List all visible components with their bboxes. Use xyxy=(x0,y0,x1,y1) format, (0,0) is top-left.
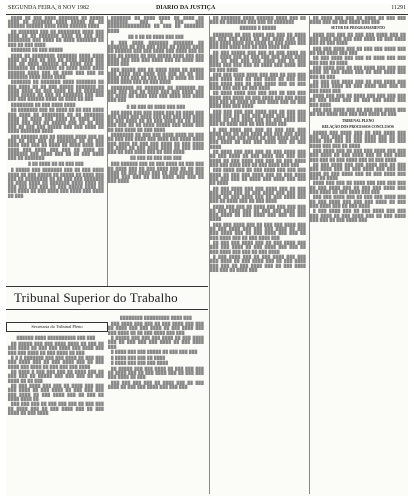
text-column-2-lower: ████████ █████████ ████ ███ ███ ████ ███ ███ ██ ███ ████ ███ ███ ██ ████ ███ ███ ████ ██ ███ ████ ███ ███ ████ ██ ██ ███ ████ ███ ███. █ █████ ███ ███ ███ ████ ██ ███ ████ ███ ██ ███ ███ ███ ████ ██ ███ ████ ███. █ ████ ███ ███ █████ ██ ███ ███ ███ █ ████ ███ ███ ██ ████ █ ████ ███ ███ ███ ████ ██ █████ ███ ███ ████ ██ ███ ███ ███ ██ ████ ███ ██ ███ ████ ███ ██ ███ ███ ███ ████ ██ ███. ███ ███ ███ ███ ██ ████ ███ ██ ███ ████ ██ ███ ███ ████ ███ ███ ███. xyxy=(108,316,204,390)
right-heading-programming: SETOR DE PROGRAMAMENTO xyxy=(331,26,385,31)
banner-title: Tribunal Superior do Trabalho xyxy=(14,290,178,305)
right-heading-plenary: TRIBUNAL PLENO xyxy=(341,118,375,123)
column-divider-3 xyxy=(309,16,310,494)
column-divider-1 xyxy=(107,16,108,286)
text-column-1-lower: ██████ ████ ██████████ ███ ███ ██ █████ ███ ███ ████ ████ ██ ███ ██ ███ ████ ██ ███ ███ ████ ███ ████ ███ ███ ███ ████ ██ ███ ████ ██ ███. █ █ █ ███████ ███ ███ ████ ██ ███ ███ ███ ████ ███ ██ ███ ████ ███ ██ ███ ████ ███ ████ ██ ███ ███ ███ ████. ██ ████ █ ███ ███ ███ ██ ████ ███ ██ ███ ███ ██ █████ ███ ███ ███ ██ ███ ████ ██ ██ ███. ██ ███ ████ ███ ███ ██ ████ ███ ███ ███ ████ ██ ███ ████ ██ ███ ███ ███ ███ ████ ██ ███ ████ ███ ██ ███ ██ ████ ████ ██. ███ ███ ███ ██ ███ ███ ███ ██ ███ ███ ██ ████ ███ ██ ███ ████ ███ ██ ███ ████ ██ ███ ████. xyxy=(8,336,104,415)
text-column-4: ██ ████ ███ ███ ██ ████ ██ ███ ███ ████ ███ ██ ███ ████ ███ ███. SETOR DE PROGRAMAMENTO ████ ███ ███ ██ ███ ███ ████ ███ ██ ███ ████ ███ ███ ███ ████ ██ ███ ████ ███ ██ ███ ████. ███ ███ ████ ███ ██ ███ ███ ████ ███ ██ ███ ████ ███ ███. ██ ███ ████ ███ ███ ██ ████ ███ ███ ███ ███ ██ ████. ███ ████ ███ ██ ███ ████ ███ ███ ███ ████ ██ ███ ████ ███ ██ ███ ████ ███ ███ ██ ███. ██ ███ ███ ████ ███ ██ ███ ████ ███ ███ ███ ████ ██ ███ ████ ███ ███ ██ ███ ████ ███. ████ ███ ███ ██ ████ ███ ███ ███ ███ ██ ███ ████ ███ ██ ███ ███ ████ ███ ███ ████. ███ ███ ████ ███ ██ ███ ███ ████ ███ ██ ███ ████ ███ ███ ███ ████ ██ ███. TRIBUNAL PLENO RELAÇÃO DOS PROCESSOS CONCLUSOS █████ ███ ████ ███ ██ ███ ████ ███ ███ ███ ████ ██ ███ ████ ███ ██ ███ ████ ███ ███ ██ ███ ████ ███ ██ ███ ████ ███ ███ ██ ████. ███ ████ ███ ██ ███ ███ ████ ███ ███ ███ ████ ██ ███ ████ ███ ██ ███ ████ ███ ███ ██ ███ ████ ███ ██ ███ ████. ██ ███ ████ ███ ███ ████ ███ ██ ███ ███ ████ ███ ██ ███ ████ ███ ███ ███ ████ ██ ███ ████ ███ ██ ███ ████ ███ ███ ██ ████. ████ ███ ███ ██ ████ ███ ███ ███ ███ ██ ███ ████ ███ ██ ███ ███ ████ ███ ███ ████ ██ ███ ████ ███ ███. ███ ███ ████ ███ ██ ███ ███ ████ ███ ██ ███ ████ ███ ███ ███ ████ ██ ███ ███ ████ ███ ██ ███ ████. █ ███ ████ ███ ██ ███ ████ ███ ███ ███ ████ ██ ███ ████ ███ ██ ███ ████ ███ ███ ██ ███ ████ ███. xyxy=(310,16,406,222)
subsection-label: Secretaria do Tribunal Pleno xyxy=(6,322,108,332)
header-date: SEGUNDA FEIRA, 8 NOV 1982 xyxy=(8,5,90,11)
text-column-1: ████ ██ ███ ████ ███████ ██ █████ ████ ██ ███████ ████ █████ ██ ██ ██████ ██████ ████ ████ ██████ ████. ██ ███████ ███ ██ ████████ ████ ███ ████ ██ ██ ███████ ████ ██ ███ ███ ████████ ███ ████ ██ ████ ███████ ██ ███ ██ ███ ████. ███████ ██ ███ █████ ████ ██ ████████ ███████ ████ ████ ████ ██ ███ ██ ███ ██ ████ █████ ███ ███ ██ ████ ██████ ██ ████ ███ ███ ███████ ██ ███████ ██ ████ ████ ████ ██████ ████ ███ ██ ████ ███ ███ ██ ███████ ████ ████ ████. ███████ ██ ███████ ████ ███████ ██ ███ ████ ██ ██ ███ █████ ███████ ██ ████ ████ ██ ███ ████ ██ ██ ███████ ████ █████ ██ ███ ██ ███████ ███ ███ ███ ███ ██████ ████ ██ ████ ██ ███. ████████ ██ ███ ████ ████ ██ ███████ ███ ██ ████ ██ ██ ███ ████ ███ ████ ██ ████████ ██ ██ ███████ ████ ██ ████ ███ ████ ██ ████ ████ ████ ███ ███ ██ █████ ███ ██ ██ ███ ███ ██ ███ ███ █████ ███ ███ ████ ██ ████ ███████ ████. ███ ██████ ███ ██ ██████ ████ ███ ██ ███ ██ ███ ███ ██ ███████ ██ ██ ███ ████ ███ ███ ██ ████ ██ ████ ████ ███ ████ ███ ████ ███ ███ ██ ████ ██ ███████ ███ ████ ███ ██ ██ ███ ████ ███ ██ ███████. █ ██ ████ ██ ██ ███ ███ █ █████ ███ ███████ ███ ██ ███ ████ ████ ██ ███ █████ ██ █████ ██ ████ ███ ███ ██ ████████ ██ ██ ███ ███ ███████ ██ ████ ████ ██ ███████ ████ ████ ██ ███ ███ ███ ███ ██ ███ █████ ████ ██ ███ ████ ██ ███ ████ ███ ████ ███ ████ ██ ███. xyxy=(8,16,104,198)
section-banner xyxy=(6,286,208,310)
header-page-number: 11291 xyxy=(391,5,406,11)
header-title: DIARIO DA JUSTIÇA xyxy=(156,5,216,11)
column-divider-2 xyxy=(209,16,210,494)
page-header xyxy=(6,4,408,15)
text-column-3: ██ ███████ ████ ██████ ████ ███ ██ ███ ██ ███████ ███ ███ ██ ███████. ██████ █ █████ ███████ ██ ███ ████ ███ ███ ██ ████ ██ ███ ███ ████ ██ ███ ████ ███ ███ ███ ████ ████ ███ ████ ██ ███ ████ ███ ███ ███ ████ ███ ██ ███ ████ ███. ██ ███ █████ ███ ███ ██ ███ ████ ██ ███ ████ ███ ██ ███ ███ ███ ████ ████ ███ ██ ███ ███ ███ ████ ███ ██ ███ ████ ███ ███ ███ ██ ████ ███ ████ ███ ██ ███ ████. ███ ███ ████ ████ ███ ███ ██ ███ ███ ███ ████ ███ ██ ███ ████ ██ ███ ███ ███ ████ ███ ██ ███ ████ ███ ██ ███ ████ ███ ███ ██ ███ ████. ██ ████ ████ ███ ███ ███ ██ ███ ███ ████ ███ ████ ██ ███ ████ ███ ███ ████ ███ ███ ██ ████ ██ ███ ████ ███ ██ ███ ████ ███ ███ ████. ███ ███ ███ ███ ████ ███ ██ ███ ███ ████ ███ ██ ███ ███ ████ ███ ███ ███ ████ ██ ███ ████ ███ ██ ███ ████ ███ ███ ██ ████ ███ ██ ███ ████ ███. █ ███ ████ ███ ███ ██ ███ ███ ███ ████ ███ ██ ███ ████ ███ ███ ███ ████ ██ ███ ███ ███ ████ ██ ███ ████ ███ ██ ███ ████ ██ ███ ███ ████ ███ ██ ███ ████. ██ ████ ███ ███ ███ ██ ███ ████ ███ ██ ███ ████ ██ ███ ████ ███ ███ ███ ████ ██ ███ ████ ███ ███ ██ ███ ████ ███ ███ ████ ███ ██ ███ ████ ███ ███. ███ ████ ███ ██ ███ ████ ███ ███ ███ ████ ██ ███ ███ ████ ███ ██ ███ ████ ███ ███ ███ ██ ████ ███ ████ ███ ███ ██ ████. ██ ███ ████ ███ ███ ████ ███ ██ ███ ███ ████ ███ ██ ███ ████ ███ ███ ███ ████ ██ ███ ████ ███ ██ ███ ████ ███ ███ ██ ████ ███ ██ ███ ████. ████ ███ ███ ██ ████ ███ ███ ███ ███ ██ ███ ████ ███ ██ ███ ███ ████ ███ ███ ████ ██ ███ ████ ███ ███ ██ ███ ████. ███ ███ ████ ███ ██ ███ ███ ████ ███ ██ ███ ████ ███ ███ ███ ████ ██ ███ ███ ████ ███ ██ ███ ████ ███ ███ ██ ███ ████ ███ ██ ███ ████ ███. ██ ███ ███ ████ ███ ██ ███ ████ ███ ███ ███ ████ ██ ███ ████ ███ ███ ██ ███ ████ ███ ███ ██ ███ ████. █ ███ ████ ███ ██ ███ ████ ███ ███ ███ ████ ██ ███ ████ ███ ██ ███ ████ ███ ███ ██ ███ ████ ███ ██ ███ ████ ███ ███ ██ ████ ███. xyxy=(210,16,306,272)
right-heading-relation: RELAÇÃO DOS PROCESSOS CONCLUSOS xyxy=(322,124,394,129)
text-column-2: ███████ ██ ████ ████ ██ ████ ██ ███████ ███ █ ███ ███ ███████████████ ██ ███ ██ ███████ ████. ██ █ ██ ██ ████ ███ ███ █ ███ ████ ███████ ███████ ██ ███████ ██ ███ ███ ████ ██ █████ ████ ██ ██████ ███ ███ ████ ███ ████ ███ ██ ███ ██ █████ ██ ███ █████ ████ ███ ███ ████ ███ ███ ███ ████ ███ ██ ████ ███ ████ ███. ███ █████ ███ ██ ████ ████ ██ █████ ███ ████ ███ ████ ███ ███ ██ ██ ███ ████ ███ ███ ██ ███ ███ ██ ████ ██ ███ ████ ████ ███ ██ ███ ████. ████████ ██ ███████ ██ ███████ ██ ███ ███ ███ ██ ████ ███ ███ ████ ███ ██ ████ ██ ████ ███ ███ ████ ███ ████ ███ ███. █ ██ ███ ██ ████ ███ ███ ███ ████ ███ ███ ████ ███ ██ ████ ███ ███ ████ ███ ████ ███ ███ ███ ███ ████ ██ ███ ████ ██ ██ ███ ████ ██ ██ ████ ███ ███ ██ ██ ████ █████ ███ ████ ███ ██ ███ ████ ██ ███ ████. ████████ ██ ███ ███ ████ ████ ██ ███ ██ ███ ███ ████ ███ ████ ███ ████ ████ ███ ████ ██ ███ ███ ████ ██ ███ ████ ██ ████ ██ ███ ████ ████ ██ ███ ████ ███ ██ ███ ████ ███ ██ ███ ████. ██ ███ ██ ███ ███ ███ ███ ██████ ███ ██ ███ ████ ██ ███ ███ ██ ████ ███ ██ ███ ████ ███ ██ ██ ███ ████ ██ ███ ████ ███ ██ ███ █████ ███ ████ ███ ███ ██ ███ ████ ███ ███ ██ ███ ████. xyxy=(108,16,204,184)
newspaper-page xyxy=(6,4,408,496)
